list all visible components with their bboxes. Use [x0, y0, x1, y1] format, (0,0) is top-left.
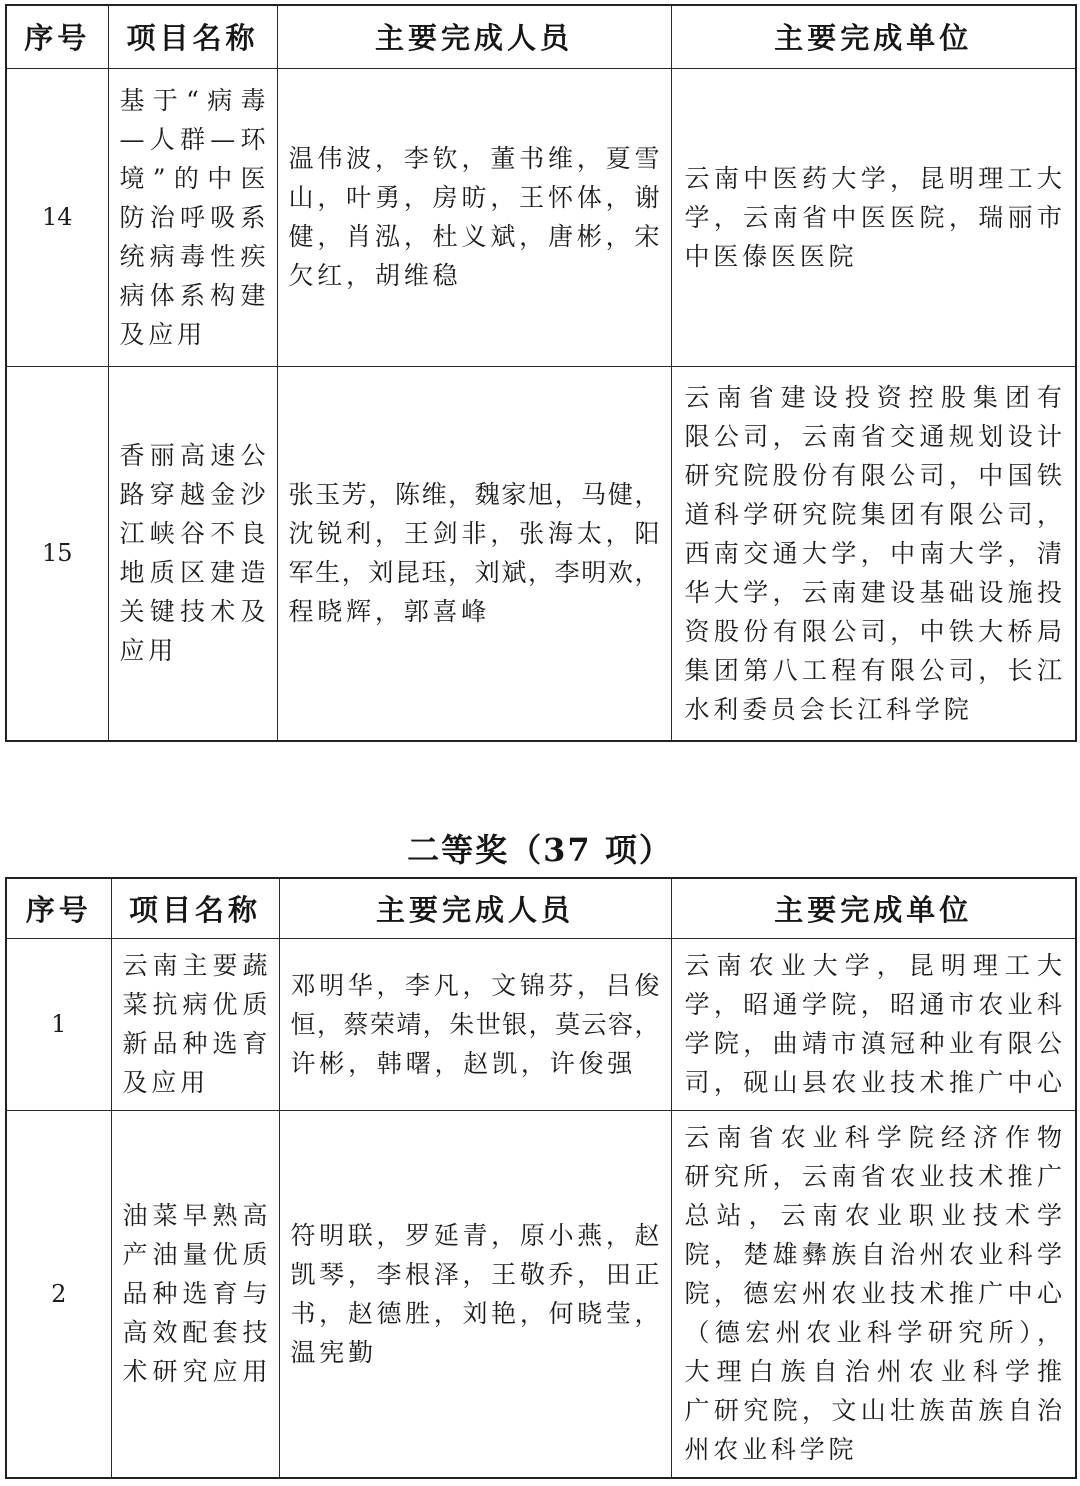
unit-line: 集团第八工程有限公司，长江 — [684, 655, 1062, 685]
row-number: 1 — [6, 938, 111, 1110]
unit-line: 州农业科学院 — [684, 1435, 858, 1465]
unit-line: 西南交通大学，中南大学，清 — [684, 538, 1062, 568]
team-member-line: 欠红，胡维稳 — [288, 261, 462, 290]
row-number: 15 — [6, 366, 108, 741]
project-name-line: 产油量优质 — [122, 1240, 268, 1270]
project-name-line: 油菜早熟高 — [122, 1201, 268, 1231]
team-members-cell — [279, 938, 671, 1110]
column-header-people: 主要完成人员 — [279, 878, 671, 938]
units-cell — [671, 938, 1076, 1110]
project-name-line: 基于“病毒 — [119, 85, 266, 115]
unit-line: 研究院股份有限公司，中国铁 — [684, 460, 1062, 490]
column-header-people: 主要完成人员 — [277, 5, 671, 68]
unit-line: 司，砚山县农业技术推广中心 — [684, 1068, 1062, 1097]
project-name-line: 统病毒性疾 — [119, 241, 266, 271]
section-title: 二等奖（37 项） — [407, 831, 673, 869]
project-name-line: —人群—环 — [119, 124, 266, 154]
unit-line: 华大学，云南建设基础设施投 — [684, 577, 1062, 607]
table-row — [6, 68, 1076, 366]
team-member-line: 恒，蔡荣靖，朱世银，莫云容， — [290, 1009, 660, 1039]
project-name-line: 路穿越金沙 — [119, 480, 266, 510]
project-name-line: 云南主要蔬 — [122, 951, 268, 980]
award-table-second — [5, 877, 1077, 1479]
project-name-line: 新品种选育 — [122, 1029, 268, 1058]
row-number: 2 — [6, 1110, 111, 1478]
unit-line: 大理白族自治州农业科学推 — [684, 1357, 1062, 1387]
column-header-no: 序号 — [6, 5, 108, 68]
unit-line: 研究所，云南省农业技术推广 — [684, 1162, 1062, 1192]
team-members-cell — [277, 68, 671, 366]
team-members-cell — [277, 366, 671, 741]
project-name-cell — [111, 938, 279, 1110]
project-name-line: 病体系构建 — [119, 280, 266, 310]
team-member-line: 凯琴，李根泽，王敬乔，田正 — [290, 1259, 660, 1289]
project-name-line: 应用 — [119, 636, 178, 666]
team-member-line: 健，肖泓，杜义斌，唐彬，宋 — [288, 222, 660, 251]
team-member-line: 张玉芳，陈维，魏家旭，马健， — [288, 480, 660, 510]
column-header-no: 序号 — [6, 878, 111, 938]
project-name-line: 防治呼吸系 — [119, 202, 266, 232]
row-number: 14 — [6, 68, 108, 366]
column-header-project: 项目名称 — [108, 5, 277, 68]
team-member-line: 邓明华，李凡，文锦芬，吕俊 — [290, 970, 660, 1000]
table-row — [6, 1110, 1076, 1478]
project-name-line: 及应用 — [122, 1068, 209, 1097]
unit-line: 水利委员会长江科学院 — [684, 694, 973, 724]
unit-line: 道科学研究院集团有限公司， — [684, 499, 1062, 529]
table-row — [6, 938, 1076, 1110]
team-member-line: 沈锐利，王剑非，张海太，阳 — [288, 519, 660, 549]
project-name-line: 地质区建造 — [119, 558, 266, 588]
project-name-line: 术研究应用 — [122, 1357, 268, 1387]
unit-line: 资股份有限公司，中铁大桥局 — [684, 616, 1062, 646]
units-cell — [671, 1110, 1076, 1478]
unit-line: 学，昭通学院，昭通市农业科 — [684, 990, 1062, 1019]
unit-line: 云南农业大学，昆明理工大 — [684, 951, 1062, 980]
project-name-cell — [108, 68, 277, 366]
units-cell — [671, 68, 1076, 366]
table-header-row — [6, 878, 1076, 938]
team-member-line: 符明联，罗延青，原小燕，赵 — [290, 1220, 660, 1250]
column-header-units: 主要完成单位 — [671, 5, 1076, 68]
project-name-cell — [108, 366, 277, 741]
project-name-line: 及应用 — [119, 319, 206, 349]
unit-line: （德宏州农业科学研究所）， — [684, 1318, 1062, 1348]
unit-line: 院，德宏州农业技术推广中心 — [684, 1279, 1062, 1309]
table-row — [6, 366, 1076, 741]
unit-line: 院，楚雄彝族自治州农业科学 — [684, 1240, 1062, 1270]
award-table-first — [5, 4, 1077, 742]
units-cell — [671, 366, 1076, 741]
team-member-line: 许彬，韩曙，赵凯，许俊强 — [290, 1048, 637, 1078]
project-name-line: 品种选育与 — [122, 1279, 268, 1309]
team-members-cell — [279, 1110, 671, 1478]
project-name-line: 香丽高速公 — [119, 441, 266, 471]
project-name-line: 菜抗病优质 — [122, 990, 268, 1019]
team-member-line: 军生，刘昆珏，刘斌，李明欢， — [288, 558, 660, 588]
unit-line: 云南省建设投资控股集团有 — [684, 382, 1062, 412]
column-header-project: 项目名称 — [111, 878, 279, 938]
column-header-units: 主要完成单位 — [671, 878, 1076, 938]
project-name-line: 境”的中医 — [119, 163, 266, 193]
team-member-line: 温伟波，李钦，董书维，夏雪 — [288, 144, 660, 173]
unit-line: 限公司，云南省交通规划设计 — [684, 421, 1062, 451]
unit-line: 广研究院，文山壮族苗族自治 — [684, 1396, 1062, 1426]
project-name-cell — [111, 1110, 279, 1478]
unit-line: 云南省农业科学院经济作物 — [684, 1123, 1062, 1153]
team-member-line: 程晓辉，郭喜峰 — [288, 597, 491, 627]
project-name-line: 关键技术及 — [119, 597, 266, 627]
unit-line: 学，云南省中医医院，瑞丽市 — [684, 202, 1062, 232]
unit-line: 中医傣医医院 — [684, 241, 858, 271]
team-member-line: 温宪勤 — [290, 1337, 377, 1367]
project-name-line: 高效配套技 — [122, 1318, 268, 1348]
project-name-line: 江峡谷不良 — [119, 519, 266, 549]
table-header-row — [6, 5, 1076, 68]
unit-line: 学院，曲靖市滇冠种业有限公 — [684, 1029, 1062, 1058]
team-member-line: 书，赵德胜，刘艳，何晓莹， — [290, 1298, 660, 1328]
team-member-line: 山，叶勇，房昉，王怀体，谢 — [288, 183, 660, 212]
unit-line: 云南中医药大学，昆明理工大 — [684, 163, 1062, 193]
unit-line: 总站，云南农业职业技术学 — [684, 1201, 1062, 1231]
